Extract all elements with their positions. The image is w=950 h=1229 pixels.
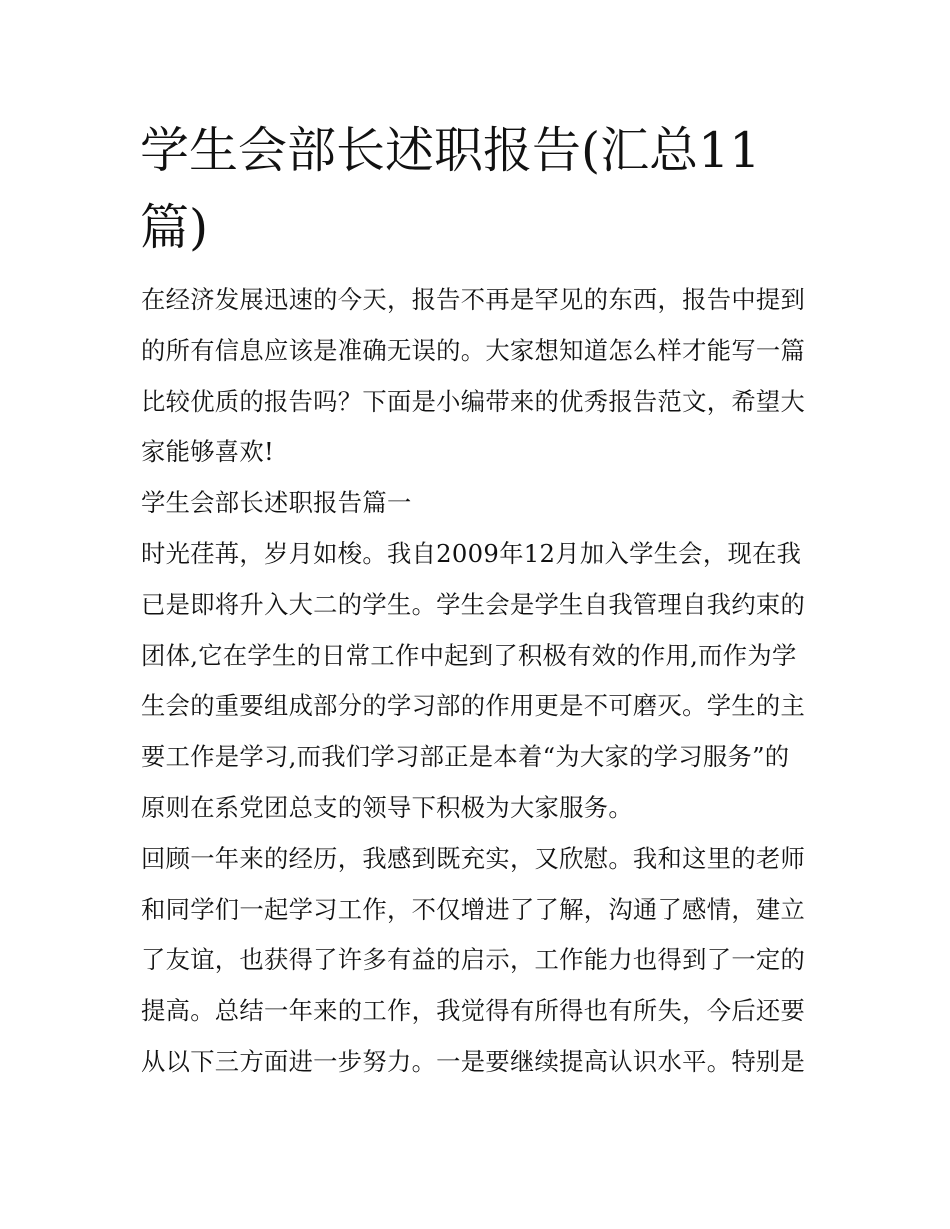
title-line-1: 学生会部长述职报告(汇总11 [140,122,761,179]
paragraph-line: 要工作是学习,而我们学习部正是本着“为大家的学习服务”的 [141,742,790,772]
title-line-2: 篇) [140,199,209,256]
paragraph-line: 和同学们一起学习工作，不仅增进了了解，沟通了感情，建立 [141,894,806,924]
paragraph-line: 时光荏苒，岁月如梭。我自2009年12月加入学生会，现在我 [141,538,802,568]
paragraph-line: 回顾一年来的经历，我感到既充实，又欣慰。我和这里的老师 [141,843,806,873]
intro-line: 的所有信息应该是准确无误的。大家想知道怎么样才能写一篇 [141,335,806,365]
document-body [141,275,821,1088]
document-title [140,112,840,266]
intro-line: 在经济发展迅速的今天，报告不再是罕见的东西，报告中提到 [141,285,806,314]
section-heading: 学生会部长述职报告篇一 [141,488,412,518]
paragraph-line: 从以下三方面进一步努力。一是要继续提高认识水平。特别是 [141,1046,806,1076]
paragraph-line: 团体,它在学生的日常工作中起到了积极有效的作用,而作为学 [141,640,797,670]
intro-line: 家能够喜欢! [141,437,275,467]
paragraph-line: 生会的重要组成部分的学习部的作用更是不可磨灭。学生的主 [141,691,806,721]
paragraph-line: 了友谊，也获得了许多有益的启示，工作能力也得到了一定的 [141,945,806,975]
paragraph-line: 提高。总结一年来的工作，我觉得有所得也有所失，今后还要 [141,996,806,1026]
paragraph-line: 原则在系党团总支的领导下积极为大家服务。 [141,792,633,822]
intro-line: 比较优质的报告吗？下面是小编带来的优秀报告范文，希望大 [141,386,806,416]
paragraph-line: 已是即将升入大二的学生。学生会是学生自我管理自我约束的 [141,589,806,619]
